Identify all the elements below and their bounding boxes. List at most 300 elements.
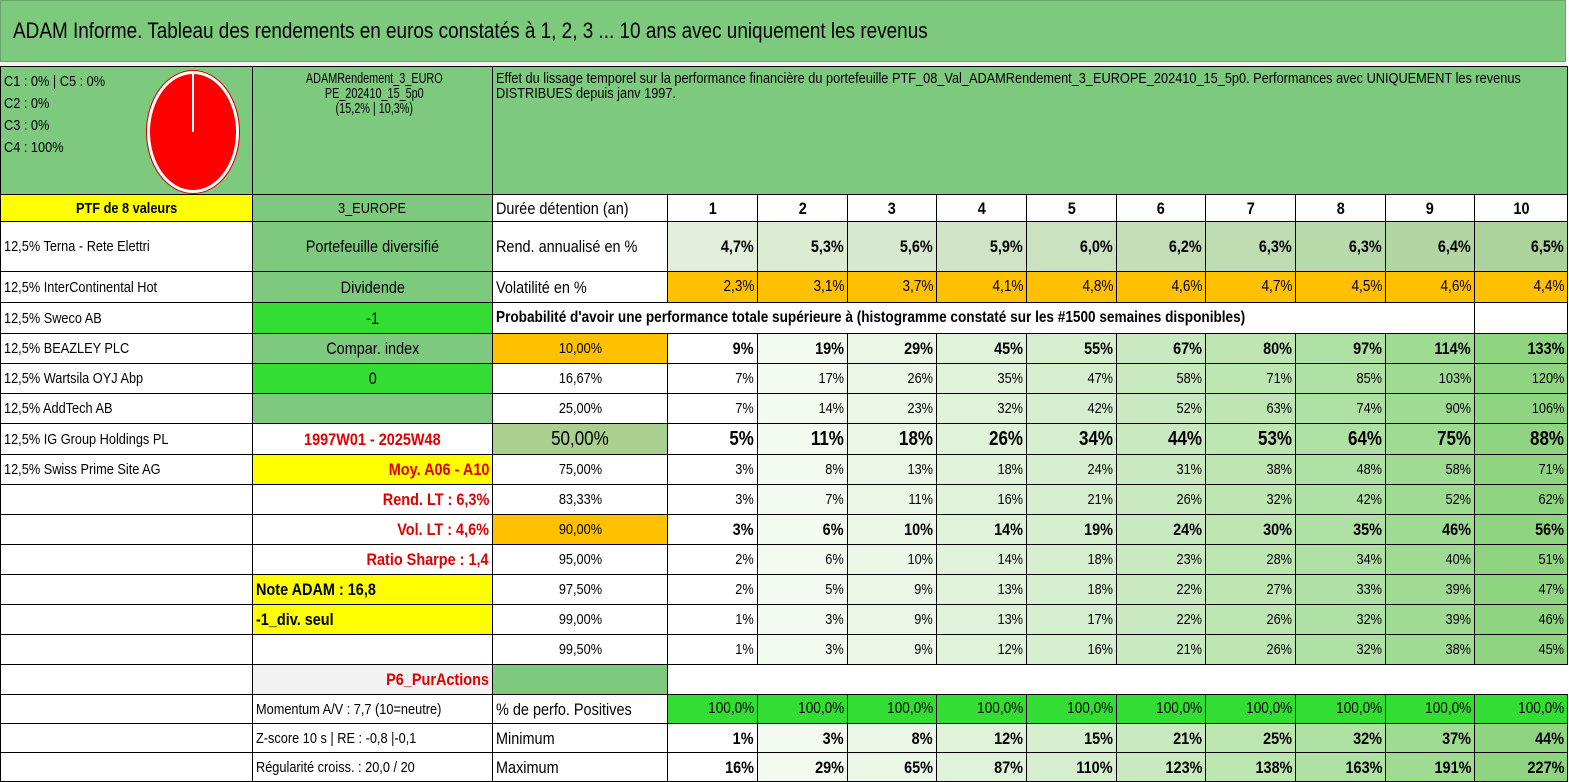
rend-value-text: 5,9% (990, 237, 1023, 256)
minimum-value-text: 44% (1535, 728, 1565, 748)
maximum-value (937, 753, 1027, 782)
maximum-value-text: 191% (1434, 757, 1471, 777)
probability-threshold-text: 97,50% (558, 581, 602, 598)
positive-value-text: 100,0% (886, 700, 933, 717)
rend-value-text: 6,4% (1438, 237, 1471, 256)
probability-value-text: 14% (997, 551, 1023, 568)
probability-value-text: 33% (1356, 581, 1382, 598)
probability-value-text: 26% (1176, 491, 1202, 508)
probability-value-text: 47% (1087, 370, 1113, 387)
probability-threshold-text: 95,00% (558, 551, 602, 568)
probability-value-text: 26% (1266, 611, 1292, 628)
probability-value (1206, 575, 1296, 605)
probability-value (937, 575, 1027, 605)
probability-value (1296, 424, 1386, 455)
empty-cell (1, 665, 253, 695)
probability-value-text: 6% (825, 551, 844, 568)
rend-value (1117, 222, 1206, 272)
probability-value (758, 515, 848, 545)
minimum-label (493, 724, 668, 753)
probability-value-text: 39% (1445, 611, 1471, 628)
empty-cell (1, 724, 253, 753)
probability-threshold (493, 424, 668, 455)
minimum-value-text: 12% (994, 728, 1023, 748)
holding-name-text: 12,5% Swiss Prime Site AG (4, 461, 161, 478)
positive-value (937, 695, 1027, 724)
rend-value (848, 222, 937, 272)
empty-cell (1, 695, 253, 724)
probability-value (848, 635, 937, 665)
probability-threshold (493, 394, 668, 424)
probability-value (1027, 545, 1117, 575)
table-row (1, 695, 1568, 724)
probability-value (1475, 575, 1568, 605)
probability-value-text: 35% (997, 370, 1023, 387)
probability-value-text: 40% (1445, 551, 1471, 568)
region-label: 3_EUROPE (253, 195, 493, 222)
composition-line: C4 : 100% (4, 139, 64, 156)
vol-value-text: 4,6% (1440, 278, 1471, 295)
probability-value (1117, 394, 1206, 424)
probability-threshold-text: 50,00% (551, 428, 609, 450)
holding-name (1, 455, 253, 485)
holdings-header: PTF de 8 valeurs (1, 195, 253, 222)
maximum-value (1296, 753, 1386, 782)
probability-value (1206, 364, 1296, 394)
probability-threshold (493, 545, 668, 575)
dividend-label-text: Dividende (340, 277, 405, 297)
probability-value-text: 56% (1535, 520, 1565, 539)
probability-value (1027, 364, 1117, 394)
probability-value (1117, 334, 1206, 364)
holding-name (1, 303, 253, 334)
minimum-value-text: 3% (823, 728, 844, 748)
side-metric (253, 455, 493, 485)
probability-value-text: 7% (735, 400, 754, 417)
probability-value-text: 32% (1356, 611, 1382, 628)
positive-value-text: 100,0% (797, 700, 844, 717)
vol-value (668, 272, 758, 303)
probability-value (758, 334, 848, 364)
positive-value-text: 100,0% (1335, 700, 1382, 717)
probability-value-text: 10% (907, 551, 933, 568)
positive-label (493, 695, 668, 724)
report-title: ADAM Informe. Tableau des rendements en euros constatés à 1, 2, 3 ... 10 ans avec uniquement les revenus (13, 18, 928, 43)
rend-value (668, 222, 758, 272)
minimum-value (1475, 724, 1568, 753)
probability-row (1, 424, 1568, 455)
probability-value (1296, 485, 1386, 515)
minimum-value (848, 724, 937, 753)
probability-value-text: 32% (1356, 641, 1382, 658)
probability-header (493, 303, 1475, 334)
rend-value-text: 5,3% (811, 237, 844, 256)
probability-value-text: 38% (1445, 641, 1471, 658)
probability-value (1475, 455, 1568, 485)
positive-value (1296, 695, 1386, 724)
probability-value-text: 34% (1078, 428, 1113, 450)
regularity-label-text: Régularité croiss. : 20,0 / 20 (256, 758, 415, 776)
probability-value (1475, 394, 1568, 424)
maximum-value-text: 29% (815, 757, 844, 777)
probability-value-text: 18% (1087, 581, 1113, 598)
probability-value-text: 18% (1087, 551, 1113, 568)
empty-cell (1, 545, 253, 575)
side-metric-text: 1997W01 - 2025W48 (304, 429, 441, 449)
probability-value-text: 26% (1266, 641, 1292, 658)
side-metric (253, 515, 493, 545)
probability-value (1206, 394, 1296, 424)
probability-value (758, 364, 848, 394)
probability-value-text: 11% (810, 428, 844, 450)
probability-value (758, 605, 848, 635)
probability-value-text: 38% (1266, 461, 1292, 478)
probability-value-text: 9% (914, 581, 933, 598)
probability-value-text: 46% (1538, 611, 1565, 628)
year-header (668, 195, 758, 222)
probability-value (758, 424, 848, 455)
probability-value-text: 7% (735, 370, 754, 387)
vol-value (1475, 272, 1568, 303)
holding-name-text: 12,5% BEAZLEY PLC (4, 340, 130, 357)
probability-value (1386, 515, 1475, 545)
probability-value-text: 17% (1087, 611, 1113, 628)
probability-value (1117, 605, 1206, 635)
probability-value-text: 45% (1538, 641, 1565, 658)
vol-value-text: 4,4% (1533, 278, 1565, 295)
probability-value (1296, 575, 1386, 605)
portfolio-code-line: (15,2% | 10,3%) (336, 100, 414, 117)
positive-value-text: 100,0% (1155, 700, 1202, 717)
probability-threshold-text: 99,00% (558, 611, 602, 628)
probability-value (758, 485, 848, 515)
probability-value (848, 334, 937, 364)
zscore-label (253, 724, 493, 753)
probability-value (668, 545, 758, 575)
maximum-value (848, 753, 937, 782)
vol-value (1386, 272, 1475, 303)
minimum-value-text: 32% (1353, 728, 1382, 748)
probability-row (1, 394, 1568, 424)
probability-value (1296, 545, 1386, 575)
probability-value (1296, 605, 1386, 635)
year-header-text: 8 (1336, 198, 1345, 218)
positive-value (1117, 695, 1206, 724)
regularity-label (253, 753, 493, 782)
probability-value-text: 64% (1347, 428, 1382, 450)
holding-name (1, 424, 253, 455)
year-header (1206, 195, 1296, 222)
probability-value (1386, 364, 1475, 394)
minimum-value (937, 724, 1027, 753)
probability-value-text: 106% (1531, 400, 1565, 417)
empty-cell (1, 575, 253, 605)
holding-name (1, 222, 253, 272)
minimum-value (1117, 724, 1206, 753)
minimum-value-text: 37% (1442, 728, 1471, 748)
strategy-label-text: P6_PurActions (386, 670, 489, 689)
probability-value (848, 575, 937, 605)
year-header (1296, 195, 1386, 222)
positive-value-text: 100,0% (1517, 700, 1565, 717)
side-metric (253, 575, 493, 605)
probability-value-text: 90% (1445, 400, 1471, 417)
probability-value-text: 16% (1087, 641, 1113, 658)
probability-value (1206, 515, 1296, 545)
probability-value-text: 44% (1167, 428, 1202, 450)
probability-row (1, 334, 1568, 364)
probability-value (1386, 485, 1475, 515)
probability-value-text: 23% (907, 400, 933, 417)
probability-value (1386, 575, 1475, 605)
probability-value-text: 16% (997, 491, 1023, 508)
probability-row (1, 455, 1568, 485)
probability-value-text: 74% (1356, 400, 1382, 417)
probability-value (1027, 424, 1117, 455)
vol-label (493, 272, 668, 303)
probability-value-text: 18% (898, 428, 933, 450)
probability-value (1386, 635, 1475, 665)
side-metric (253, 545, 493, 575)
probability-value-text: 133% (1527, 339, 1565, 358)
probability-value-text: 62% (1538, 491, 1565, 508)
probability-value-text: 5% (729, 428, 754, 450)
probability-value (1386, 334, 1475, 364)
side-metric-text: Compar. index (325, 339, 420, 358)
empty-cell (253, 394, 493, 424)
probability-value-text: 3% (825, 641, 844, 658)
probability-value (937, 515, 1027, 545)
probability-value (1027, 515, 1117, 545)
probability-value-text: 28% (1266, 551, 1292, 568)
year-header (1027, 195, 1117, 222)
table-row (1, 753, 1568, 782)
minimum-value (1206, 724, 1296, 753)
probability-value (1296, 515, 1386, 545)
probability-row (1, 364, 1568, 394)
holding-name (1, 334, 253, 364)
rend-value (1475, 222, 1568, 272)
probability-value (1296, 635, 1386, 665)
probability-value-text: 17% (818, 370, 844, 387)
probability-value (1475, 334, 1568, 364)
probability-value-text: 88% (1530, 428, 1565, 450)
probability-value (668, 334, 758, 364)
probability-value-text: 3% (735, 491, 754, 508)
probability-value-text: 39% (1445, 581, 1471, 598)
year-header-text: 2 (798, 198, 807, 218)
maximum-value (1117, 753, 1206, 782)
probability-value (1296, 394, 1386, 424)
minimum-label-text: Minimum (496, 728, 555, 748)
probability-threshold (493, 455, 668, 485)
probability-value (1117, 635, 1206, 665)
probability-value (1475, 635, 1568, 665)
probability-value (1117, 485, 1206, 515)
probability-value-text: 58% (1176, 370, 1202, 387)
probability-value-text: 19% (815, 339, 844, 358)
description-cell (493, 67, 1568, 195)
probability-value (1386, 424, 1475, 455)
probability-value-text: 63% (1266, 400, 1292, 417)
probability-value-text: 45% (994, 339, 1023, 358)
probability-value (1475, 545, 1568, 575)
probability-value-text: 13% (997, 611, 1023, 628)
probability-value-text: 35% (1353, 520, 1382, 539)
probability-row (1, 545, 1568, 575)
vol-value-text: 4,6% (1171, 278, 1202, 295)
positive-value (1475, 695, 1568, 724)
probability-value-text: 27% (1266, 581, 1292, 598)
year-header-text: 1 (708, 198, 717, 218)
probability-value-text: 26% (988, 428, 1023, 450)
minimum-value-text: 8% (912, 728, 933, 748)
side-metric (253, 424, 493, 455)
probability-value (668, 424, 758, 455)
positive-label-text: % de perfo. Positives (496, 699, 632, 719)
table-row (1, 222, 1568, 272)
probability-row (1, 515, 1568, 545)
positive-value (668, 695, 758, 724)
portfolio-code-line: ADAMRendement_3_EURO (306, 70, 444, 87)
probability-value-text: 12% (997, 641, 1023, 658)
composition-cell (1, 67, 253, 195)
probability-value (937, 364, 1027, 394)
probability-value-text: 71% (1266, 370, 1292, 387)
probability-value (848, 605, 937, 635)
probability-value (1027, 485, 1117, 515)
probability-threshold (493, 575, 668, 605)
maximum-value (1206, 753, 1296, 782)
probability-value-text: 22% (1176, 581, 1202, 598)
probability-value (1206, 455, 1296, 485)
minimum-value (1027, 724, 1117, 753)
composition-line: C1 : 0% | C5 : 0% (4, 73, 106, 90)
positive-value (848, 695, 937, 724)
probability-threshold-text: 25,00% (558, 400, 602, 417)
probability-value-text: 21% (1176, 641, 1202, 658)
probability-value-text: 3% (825, 611, 844, 628)
empty-cell (1475, 303, 1568, 334)
probability-value (1206, 605, 1296, 635)
probability-value-text: 34% (1356, 551, 1382, 568)
probability-value (668, 515, 758, 545)
year-header (848, 195, 937, 222)
maximum-value-text: 138% (1255, 757, 1292, 777)
probability-value (1027, 635, 1117, 665)
probability-threshold-text: 99,50% (558, 641, 602, 658)
probability-threshold-text: 10,00% (558, 340, 602, 357)
probability-value (1117, 455, 1206, 485)
probability-value-text: 1% (735, 641, 754, 658)
probability-value-text: 32% (997, 400, 1023, 417)
vol-value (1296, 272, 1386, 303)
probability-value-text: 51% (1538, 551, 1565, 568)
probability-value (1027, 605, 1117, 635)
portfolio-code-cell (253, 67, 493, 195)
table-row (1, 303, 1568, 334)
year-header-text: 6 (1156, 198, 1166, 218)
probability-value-text: 97% (1353, 339, 1382, 358)
probability-row (1, 575, 1568, 605)
probability-value (937, 485, 1027, 515)
side-metric-text: Moy. A06 - A10 (388, 460, 489, 479)
table-row (1, 665, 1568, 695)
side-metric (253, 605, 493, 635)
rend-value (1386, 222, 1475, 272)
probability-value (668, 605, 758, 635)
year-header-text: 10 (1513, 198, 1530, 218)
rend-value (1296, 222, 1386, 272)
probability-value (1475, 364, 1568, 394)
probability-value (1027, 394, 1117, 424)
probability-value-text: 114% (1434, 339, 1471, 358)
probability-value-text: 23% (1176, 551, 1202, 568)
portfolio-code-line: PE_202410_15_5p0 (325, 85, 425, 102)
probability-threshold-text: 75,00% (558, 461, 602, 478)
probability-value (668, 394, 758, 424)
probability-value (668, 575, 758, 605)
empty-cell (1, 635, 253, 665)
empty-cell (1, 515, 253, 545)
empty-cell (1, 605, 253, 635)
portfolio-type-text: Portefeuille diversifié (305, 237, 440, 256)
probability-row (1, 605, 1568, 635)
composition-pie-chart (147, 71, 239, 193)
positive-value-text: 100,0% (976, 700, 1023, 717)
report-title-bar (0, 0, 1566, 62)
probability-value (1206, 424, 1296, 455)
holding-name-text: 12,5% AddTech AB (4, 400, 113, 417)
pie-slice-divider (192, 74, 194, 132)
probability-value (937, 605, 1027, 635)
probability-value-text: 6% (823, 520, 844, 539)
positive-value-text: 100,0% (1066, 700, 1113, 717)
minimum-value (758, 724, 848, 753)
probability-threshold (493, 364, 668, 394)
rend-label-text: Rend. annualisé en % (496, 237, 638, 256)
probability-value (1206, 485, 1296, 515)
probability-value (1386, 605, 1475, 635)
holding-name (1, 272, 253, 303)
probability-value (758, 545, 848, 575)
positive-value (758, 695, 848, 724)
probability-value-text: 71% (1538, 461, 1565, 478)
year-header (1386, 195, 1475, 222)
rend-value-text: 6,3% (1259, 237, 1292, 256)
minimum-value-text: 25% (1263, 728, 1292, 748)
probability-value (1117, 575, 1206, 605)
probability-value-text: 120% (1531, 370, 1565, 387)
probability-value (937, 455, 1027, 485)
probability-value-text: 9% (914, 641, 933, 658)
rend-value (758, 222, 848, 272)
maximum-value (758, 753, 848, 782)
probability-value-text: 42% (1087, 400, 1113, 417)
probability-header-text: Probabilité d'avoir une performance totale supérieure à (histogramme constaté sur les #1500 semaines disponibles) (496, 309, 1246, 326)
probability-value-text: 11% (908, 491, 933, 508)
vol-value-text: 2,3% (723, 278, 754, 295)
positive-value (1027, 695, 1117, 724)
rend-label (493, 222, 668, 272)
rend-value (1027, 222, 1117, 272)
vol-value (758, 272, 848, 303)
year-header (1117, 195, 1206, 222)
zscore-label-text: Z-score 10 s | RE : -0,8 |-0,1 (256, 729, 417, 747)
probability-value-text: 3% (735, 461, 754, 478)
vol-value-text: 4,7% (1261, 278, 1292, 295)
holding-name-text: 12,5% Wartsila OYJ Abp (4, 370, 144, 387)
